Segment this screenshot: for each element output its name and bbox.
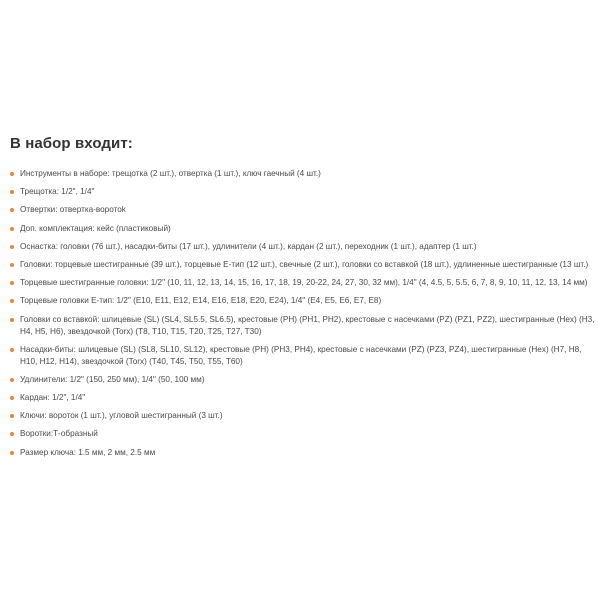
list-item-text: Торцевые шестигранные головки: 1/2" (10, 11, 12, 13, 14, 15, 16, 17, 18, 19, 20-22, 24, 27, 30, 32 мм), 1/4" (4, 4.5, 5, 5.5, 6, 7, 8, 9, 10, 11, 12, 13, 14 мм)	[20, 278, 588, 288]
list-item-text: Головки со вставкой: шлицевые (SL) (SL4, SL5.5, SL6.5), крестовые (PH) (PH1, PH2), крестовые с насечками (PZ) (PZ1, PZ2), шестигранные (Hex) (H3, H4, H5, H6), звездочкой (Torx) (T8, T10, T15, T20, T25, T27, T30)	[20, 314, 595, 336]
list-item	[10, 392, 595, 404]
list-item	[10, 410, 595, 422]
list-item-text: Размер ключа: 1.5 мм, 2 мм, 2.5 мм	[20, 447, 156, 457]
list-item	[10, 295, 595, 307]
list-item	[10, 277, 595, 289]
list-item	[10, 168, 595, 180]
bullet-icon	[10, 299, 14, 303]
bullet-icon	[10, 281, 14, 285]
spec-list	[10, 168, 595, 459]
bullet-icon	[10, 172, 14, 176]
list-item-text: Ключи: вороток (1 шт.), угловой шестигранный (3 шт.)	[20, 411, 223, 421]
bullet-icon	[10, 245, 14, 249]
list-item-text: Воротки:Т-образный	[20, 429, 98, 439]
list-item	[10, 223, 595, 235]
list-item-text: Доп. комплектация: кейс (пластиковый)	[20, 223, 171, 233]
list-item-text: Отвертки: отвертка-воротоk	[20, 205, 126, 215]
list-item	[10, 241, 595, 253]
list-item	[10, 204, 595, 216]
spec-section	[10, 135, 595, 465]
list-item-text: Оснастка: головки (76 шт.), насадки-биты (17 шт.), удлинители (4 шт.), кардан (2 шт.), переходник (1 шт.), адаптер (1 шт.)	[20, 241, 477, 251]
list-item-text: Кардан: 1/2", 1/4"	[20, 393, 86, 403]
bullet-icon	[10, 208, 14, 212]
list-item	[10, 314, 595, 338]
list-item-text: Инструменты в наборе: трещотка (2 шт.), отвертка (1 шт.), ключ гаечный (4 шт.)	[20, 169, 321, 178]
bullet-icon	[10, 227, 14, 231]
list-item-text: Насадки-биты: шлицевые (SL) (SL8, SL10, SL12), крестовые (PH) (PH3, PH4), крестовые с насечками (PZ) (PZ3, PZ4), шестигранные (Hex) (H7, H8, H10, H12, H14), звездочкой (Torx) (T40, T45, T50, T55, T60)	[20, 344, 582, 366]
list-item	[10, 447, 595, 459]
list-item-text: Головки: торцевые шестигранные (39 шт.), торцевые Е-тип (12 шт.), свечные (2 шт.), головки со вставкой (18 шт.), удлиненные шестигранные (13 шт.)	[20, 259, 589, 269]
list-item	[10, 374, 595, 386]
list-item-text: Трещотка: 1/2", 1/4"	[20, 187, 95, 197]
list-item	[10, 344, 595, 368]
list-item-text: Торцевые головки Е-тип: 1/2" (E10, E11, E12, E14, E16, E18, E20, E24), 1/4" (E4, E5, E6, E7, E8)	[20, 296, 382, 306]
bullet-icon	[10, 263, 14, 267]
list-item	[10, 186, 595, 198]
bullet-icon	[10, 451, 14, 455]
bullet-icon	[10, 414, 14, 418]
list-item	[10, 259, 595, 271]
bullet-icon	[10, 378, 14, 382]
section-title: В набор входит:	[10, 135, 133, 152]
bullet-icon	[10, 396, 14, 400]
bullet-icon	[10, 432, 14, 436]
list-item-text: Удлинители: 1/2" (150, 250 мм), 1/4" (50, 100 мм)	[20, 374, 205, 384]
bullet-icon	[10, 190, 14, 194]
bullet-icon	[10, 318, 14, 322]
bullet-icon	[10, 348, 14, 352]
list-item	[10, 428, 595, 440]
